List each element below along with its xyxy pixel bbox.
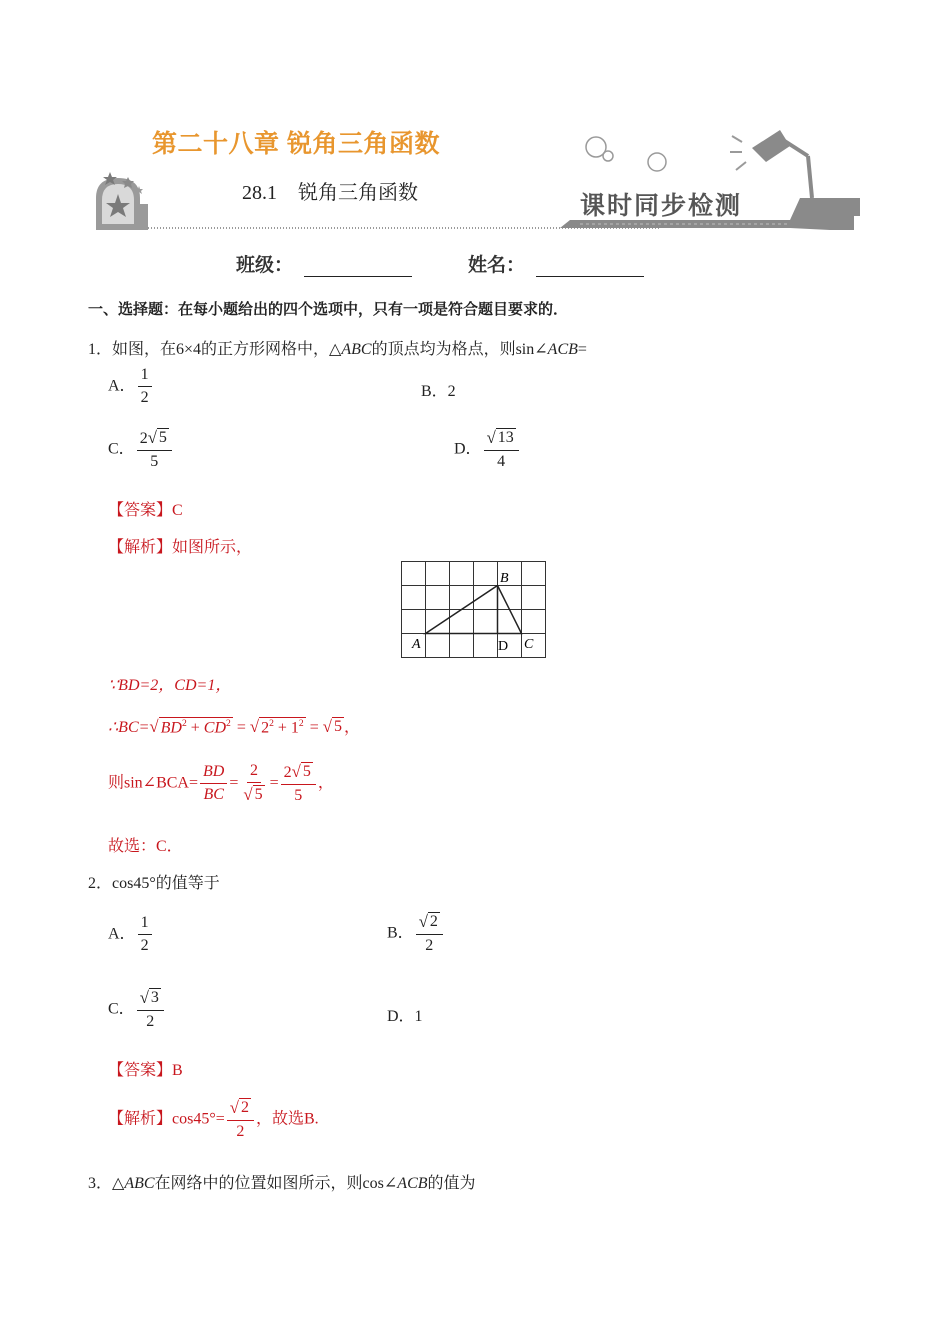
- answer-value: B: [172, 1062, 183, 1079]
- q1-text-a: 如图，在6×4的正方形网格中，: [112, 341, 330, 358]
- label-a: A: [412, 637, 421, 652]
- fraction: [227, 1098, 254, 1142]
- name-field: [468, 250, 644, 277]
- fraction: [137, 988, 164, 1032]
- numerator: 1: [138, 914, 152, 935]
- radicand: 5: [302, 763, 311, 780]
- sqrt: √ $2^2 + 1^2$: [249, 717, 304, 737]
- triangle-symbol: △: [329, 341, 342, 358]
- numerator: [484, 428, 519, 451]
- q2-option-c[interactable]: [108, 988, 166, 1032]
- q1-number: 1．: [88, 341, 113, 358]
- numerator: 2: [247, 762, 261, 783]
- q1-step3: 则sin∠BCA= $\frac{BD}{BC}$ = 2 √ 5 = 2 √ 5 5 ，: [108, 762, 334, 805]
- denominator: 2: [140, 389, 149, 407]
- q1-analysis: [108, 534, 252, 557]
- option-label: C．: [108, 440, 135, 458]
- q3-text-b: 的值为: [427, 1175, 476, 1192]
- numerator: [227, 1098, 254, 1121]
- denominator: 2: [236, 1123, 245, 1141]
- denominator: [240, 783, 267, 805]
- radicand: 2: [240, 1099, 249, 1116]
- term-n2: 1: [290, 719, 299, 737]
- radicand: 2: [429, 913, 438, 930]
- section-title: 锐角三角函数: [298, 182, 418, 204]
- denominator: 2: [146, 1013, 155, 1031]
- answer-value: C: [172, 502, 183, 519]
- triangle-symbol: △: [112, 1175, 125, 1192]
- analysis-text: 如图所示，: [172, 539, 253, 556]
- radicand: 13: [497, 429, 514, 446]
- exponent: 2: [269, 718, 274, 729]
- name-blank[interactable]: [536, 258, 644, 277]
- option-label: D．: [454, 440, 482, 458]
- coefficient: 2: [139, 430, 148, 447]
- q1-option-a[interactable]: [108, 366, 154, 408]
- q2-number: 2．: [88, 875, 113, 892]
- fraction: [200, 763, 227, 805]
- section-number: 28.1: [242, 182, 277, 204]
- analysis-text-a: cos45°=: [172, 1110, 225, 1128]
- term-bd: BD: [160, 719, 182, 737]
- option-label: A．: [108, 925, 136, 943]
- denominator: 5: [294, 787, 303, 805]
- q1-acb: ACB: [547, 341, 578, 358]
- q3-stem: [88, 1170, 476, 1193]
- fraction: [138, 914, 152, 956]
- numerator: BD: [200, 763, 227, 784]
- q3-text-a: 在网络中的位置如图所示，则cos∠: [154, 1175, 398, 1192]
- sqrt: √ 3: [139, 988, 159, 1007]
- option-label: C．: [108, 1000, 135, 1018]
- sqrt: √ 2: [418, 912, 438, 931]
- numerator: [416, 912, 443, 935]
- q2-option-d[interactable]: D．1: [387, 1008, 423, 1025]
- numerator: [137, 988, 164, 1011]
- q3-acb: ACB: [397, 1175, 428, 1192]
- radicand: 5: [333, 718, 342, 735]
- denominator: BC: [203, 786, 224, 804]
- sqrt: √ 5: [291, 762, 311, 781]
- sqrt: √ 5: [147, 428, 167, 447]
- class-field: [236, 250, 412, 277]
- numerator: [137, 428, 172, 451]
- q1-option-b[interactable]: B．2: [421, 383, 456, 400]
- name-label: 姓名：: [468, 255, 526, 276]
- fraction: [138, 366, 152, 408]
- fraction: [240, 762, 267, 806]
- star-badge-icon: [96, 172, 148, 230]
- q3-number: 3．: [88, 1175, 113, 1192]
- q1-grid-figure: [400, 560, 548, 660]
- q2-option-a[interactable]: [108, 914, 154, 956]
- sqrt: √ 13: [486, 428, 514, 447]
- section1-title: 一、选择题：在每小题给出的四个选项中，只有一项是符合题目要求的．: [88, 301, 569, 318]
- term-n1: 2: [261, 719, 270, 737]
- denominator: 4: [497, 453, 506, 471]
- q2-text: cos45°的值等于: [112, 875, 220, 892]
- fraction: [137, 428, 172, 472]
- option-label: B．: [387, 924, 414, 942]
- option-label: A．: [108, 377, 136, 395]
- q2-answer: [108, 1057, 183, 1080]
- numerator: 1: [138, 366, 152, 387]
- fraction: [281, 762, 316, 806]
- numerator: [281, 762, 316, 785]
- label-c: C: [524, 637, 534, 652]
- q1-text-b: 的顶点均为格点，则sin∠: [371, 341, 548, 358]
- radicand: 3: [150, 989, 159, 1006]
- q2-analysis: [108, 1098, 319, 1142]
- q3-abc: ABC: [124, 1175, 155, 1192]
- sqrt: √ 5: [322, 717, 342, 736]
- q1-step2: ∴BC= √ $BD^2 + CD^2$ = √ $2^2 + 1^2$ = √ 5 ，: [108, 717, 360, 737]
- q1-option-c[interactable]: [108, 428, 174, 472]
- class-label: 班级：: [236, 255, 294, 276]
- q1-answer: [108, 497, 183, 520]
- q1-text-c: =: [577, 341, 587, 358]
- exponent: 2: [298, 718, 304, 729]
- q1-abc: ABC: [341, 341, 372, 358]
- label-b: B: [500, 571, 509, 586]
- q1-conclusion: 故选：C．: [108, 838, 183, 855]
- coefficient: 2: [283, 764, 292, 781]
- term-cd: CD: [203, 719, 227, 737]
- sqrt: √ 5: [243, 785, 263, 805]
- denominator: 2: [140, 937, 149, 955]
- answer-tag: 【答案】: [108, 502, 173, 519]
- radicand: 5: [254, 786, 263, 804]
- desk-lamp-icon: [730, 130, 812, 198]
- analysis-tag: 【解析】: [108, 539, 173, 556]
- sqrt: √ $BD^2 + CD^2$: [149, 717, 231, 737]
- class-blank[interactable]: [304, 258, 412, 277]
- fraction: [484, 428, 519, 472]
- banner-title: 课时同步检测: [580, 191, 743, 220]
- radicand: 5: [158, 429, 167, 446]
- denominator: 5: [150, 453, 159, 471]
- answer-tag: 【答案】: [108, 1062, 173, 1079]
- chapter-title: 第二十八章 锐角三角函数: [152, 130, 440, 158]
- q2-stem: [88, 870, 220, 893]
- analysis-text-b: ，故选B.: [255, 1110, 319, 1128]
- q2-option-b[interactable]: [387, 912, 445, 956]
- step3-lhs: 则sin∠BCA=: [108, 774, 199, 792]
- section-heading: [242, 176, 418, 205]
- radicand: $2^2 + 1^2$: [261, 718, 304, 737]
- step2-lhs: ∴BC=: [108, 719, 150, 736]
- denominator: 2: [425, 937, 434, 955]
- label-d: D: [498, 639, 509, 654]
- q1-stem: [88, 336, 587, 359]
- exponent: 2: [181, 718, 187, 729]
- radicand: $BD^2 + CD^2$: [160, 718, 231, 737]
- fraction: [416, 912, 443, 956]
- exponent: 2: [226, 718, 231, 729]
- q1-option-d[interactable]: [454, 428, 521, 472]
- q1-step1: ∵BD=2，CD=1，: [108, 677, 232, 694]
- sqrt: √ 2: [229, 1098, 249, 1117]
- analysis-tag: 【解析】: [108, 1110, 173, 1128]
